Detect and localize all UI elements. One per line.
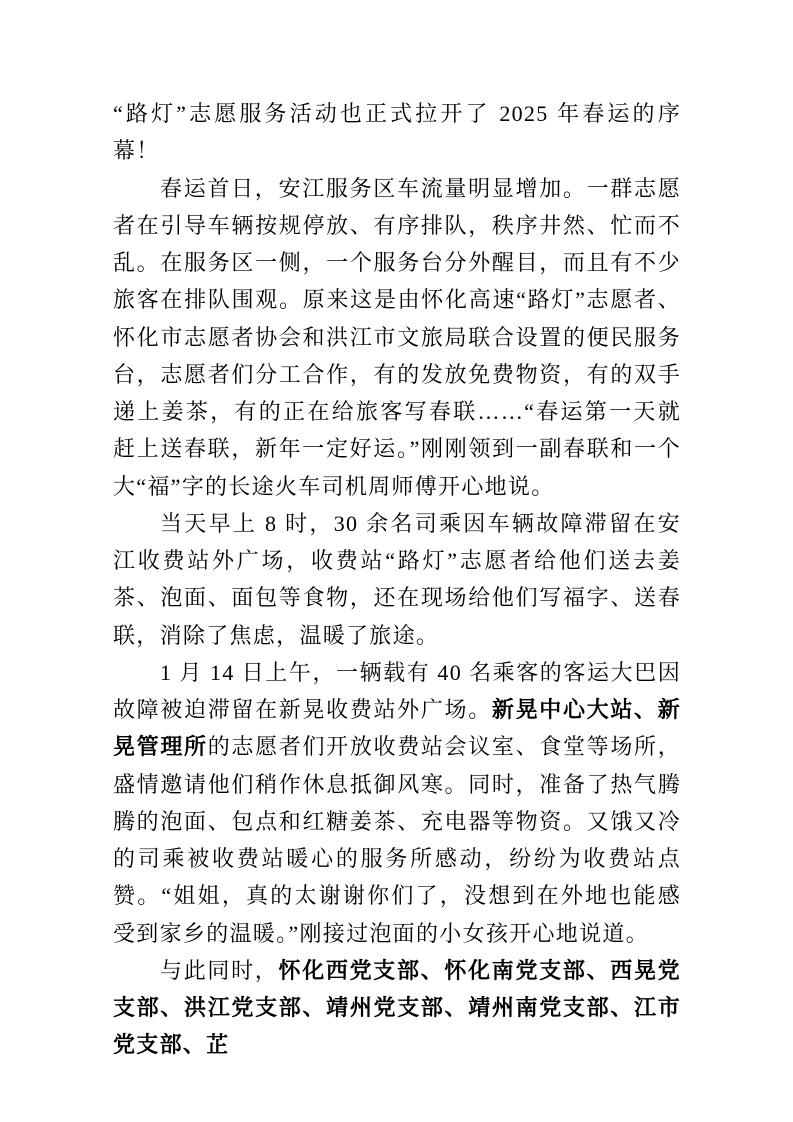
text-run: 的志愿者们开放收费站会议室、食堂等场所，盛情邀请他们稍作休息抵御风寒。同时，准备了热气腾腾的泡面、包点和红糖姜茶、充电器等物资。又饿又冷的司乘被收费站暖心的服务所感动，纷纷为收费站点赞。“姐姐，真的太谢谢你们了，没想到在外地也能感受到家乡的温暖。”刚接过泡面的小女孩开心地说道。 (113, 734, 681, 946)
text-run: 春运首日，安江服务区车流量明显增加。一群志愿者在引导车辆按规停放、有序排队，秩序井然、忙而不乱。在服务区一侧，一个服务台分外醒目，而且有不少旅客在排队围观。原来这是由怀化高速“路灯”志愿者、怀化市志愿者协会和洪江市文旅局联合设置的便民服务台，志愿者们分工合作，有的发放免费物资，有的双手递上姜茶，有的正在给旅客写春联……“春运第一天就赶上送春联，新年一定好运。”刚刚领到一副春联和一个大“福”字的长途火车司机周师傅开心地说。 (113, 175, 681, 499)
bold-text-run: 新晃中心大站、新晃管理所 (113, 697, 681, 760)
paragraph-3 (113, 505, 681, 654)
text-run: 当天早上 8 时，30 余名司乘因车辆故障滞留在安江收费站外广场，收费站“路灯”志愿者给他们送去姜茶、泡面、面包等食物，还在现场给他们写福字、送春联，消除了焦虑，温暖了旅途。 (113, 510, 681, 648)
paragraph-4 (113, 654, 681, 952)
paragraph-2 (113, 170, 681, 505)
text-run: 与此同时， (160, 957, 279, 983)
paragraph-1 (113, 95, 681, 170)
text-run: “路灯”志愿服务活动也正式拉开了 2025 年春运的序幕！ (113, 101, 681, 164)
document-body (113, 95, 681, 1064)
text-run: 1 月 14 日上午，一辆载有 40 名乘客的客运大巴因故障被迫滞留在新晃收费站外广场。 (113, 659, 681, 722)
paragraph-5 (113, 952, 681, 1064)
bold-text-run: 怀化西党支部、怀化南党支部、西晃党支部、洪江党支部、靖州党支部、靖州南党支部、江市党支部、芷 (113, 957, 681, 1058)
